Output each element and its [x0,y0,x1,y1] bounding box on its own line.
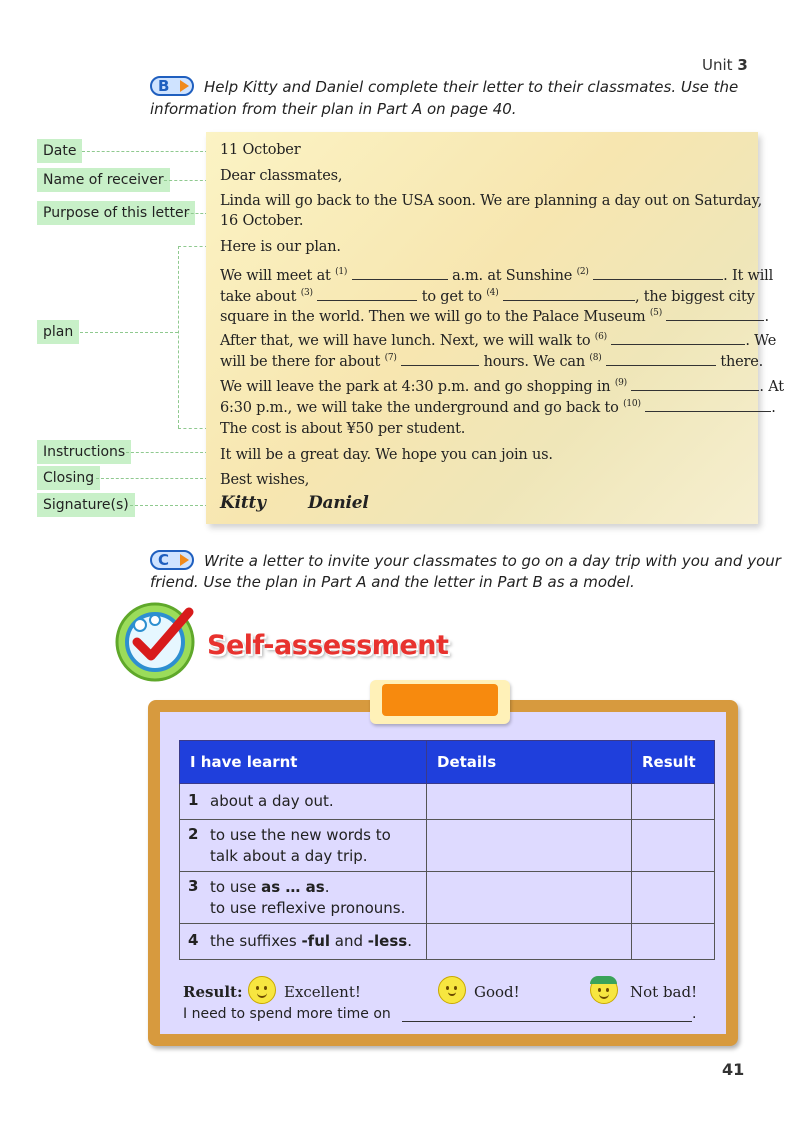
row-2-result[interactable] [632,820,715,872]
label-date: Date [37,139,82,163]
letter-plan-intro: Here is our plan. [220,239,341,255]
part-b-instruction-1: Help Kitty and Daniel complete their letter to their classmates. Use the [204,78,739,96]
table-row [180,924,715,960]
letter-plan-line-4: After that, we will have lunch. Next, we will walk to $^{(6)}$ . We [220,327,776,352]
letter-greeting: Dear classmates, [220,168,343,184]
result-good: Good! [474,983,520,1001]
result-label: Result: [183,983,243,1001]
table-row [180,872,715,924]
letter-plan-line-1: We will meet at $^{(1)}$ a.m. at Sunshine $^{(2)}$ . It will [220,262,773,287]
blank-3[interactable] [317,286,417,301]
header-details: Details [427,741,632,784]
smiley-bandana-icon[interactable] [590,976,618,1004]
label-instructions: Instructions [37,440,131,464]
part-c-badge [150,550,194,570]
unit-word: Unit [702,56,733,74]
unit-label [702,56,748,74]
connector-plan-bottom [178,428,208,429]
result-not-bad: Not bad! [630,983,698,1001]
connector-plan [80,332,178,333]
board-tab-inner [382,684,498,716]
label-closing: Closing [37,466,100,490]
blank-4[interactable] [503,286,635,301]
part-c-letter: C [158,551,170,569]
part-b-badge [150,76,194,96]
row-3-result[interactable] [632,872,715,924]
row-4-learnt: 4 the suffixes -ful and -less. [180,924,427,960]
arrow-badge-icon [180,80,189,92]
result-excellent: Excellent! [284,983,361,1001]
blank-1[interactable] [352,265,448,280]
more-time-label: I need to spend more time on [183,1006,391,1022]
part-b-letter: B [158,77,170,95]
checkmark-logo-icon [113,598,203,684]
blank-6[interactable] [611,330,745,345]
label-receiver: Name of receiver [37,168,170,192]
self-assessment-title: Self-assessment [207,630,449,661]
blank-7[interactable] [401,351,479,366]
connector-date [82,151,208,152]
row-4-result[interactable] [632,924,715,960]
letter-closing-text: It will be a great day. We hope you can join us. [220,447,553,463]
letter-purpose-2: 16 October. [220,213,304,229]
header-result: Result [632,741,715,784]
more-time-blank[interactable] [402,1021,692,1022]
connector-closing [96,478,208,479]
part-c-instruction-2: friend. Use the plan in Part A and the letter in Part B as a model. [150,573,635,591]
page-number: 41 [722,1060,745,1079]
part-c-instruction-1: Write a letter to invite your classmates to go on a day trip with you and your [204,552,781,570]
blank-5[interactable] [666,306,764,321]
row-3-learnt: 3 to use as … as. to use reflexive pronouns. [180,872,427,924]
letter-plan-line-2: take about $^{(3)}$ to get to $^{(4)}$ , the biggest city [220,283,755,308]
unit-number: 3 [737,56,748,74]
connector-plan-bracket [178,246,179,428]
row-1-learnt: 1 about a day out. [180,784,427,820]
blank-10[interactable] [645,397,771,412]
signature-daniel: Daniel [308,493,369,513]
table-row [180,784,715,820]
row-1-details[interactable] [427,784,632,820]
table-row [180,820,715,872]
label-plan: plan [37,320,79,344]
connector-instructions [126,452,208,453]
row-2-details[interactable] [427,820,632,872]
connector-receiver [164,180,208,181]
row-1-result[interactable] [632,784,715,820]
connector-signatures [130,505,208,506]
label-signatures: Signature(s) [37,493,135,517]
connector-plan-top [178,246,208,247]
smiley-face-icon[interactable] [438,976,466,1004]
letter-date: 11 October [220,142,301,158]
header-learnt: I have learnt [180,741,427,784]
more-time-period: . [692,1006,697,1022]
blank-2[interactable] [593,265,723,280]
letter-cost: The cost is about ¥50 per student. [220,421,466,437]
letter-closing: Best wishes, [220,472,310,488]
row-3-details[interactable] [427,872,632,924]
part-b-instruction-2: information from their plan in Part A on page 40. [150,100,517,118]
table-header-row [180,741,715,784]
arrow-badge-icon [180,554,189,566]
blank-8[interactable] [606,351,716,366]
label-purpose: Purpose of this letter [37,201,195,225]
letter-plan-line-3: square in the world. Then we will go to the Palace Museum $^{(5)}$ . [220,303,769,328]
letter-plan-line-5: will be there for about $^{(7)}$ hours. We can $^{(8)}$ there. [220,348,763,373]
letter-purpose-1: Linda will go back to the USA soon. We are planning a day out on Saturday, [220,193,762,209]
connector-purpose [186,213,208,214]
row-4-details[interactable] [427,924,632,960]
smiley-face-icon[interactable] [248,976,276,1004]
row-2-learnt: 2 to use the new words to talk about a day trip. [180,820,427,872]
letter-plan-line-7: 6:30 p.m., we will take the underground and go back to $^{(10)}$ . [220,394,776,419]
signature-kitty: Kitty [220,493,266,513]
blank-9[interactable] [631,376,759,391]
letter-plan-line-6: We will leave the park at 4:30 p.m. and go shopping in $^{(9)}$ . At [220,373,784,398]
self-assessment-table [179,740,715,960]
